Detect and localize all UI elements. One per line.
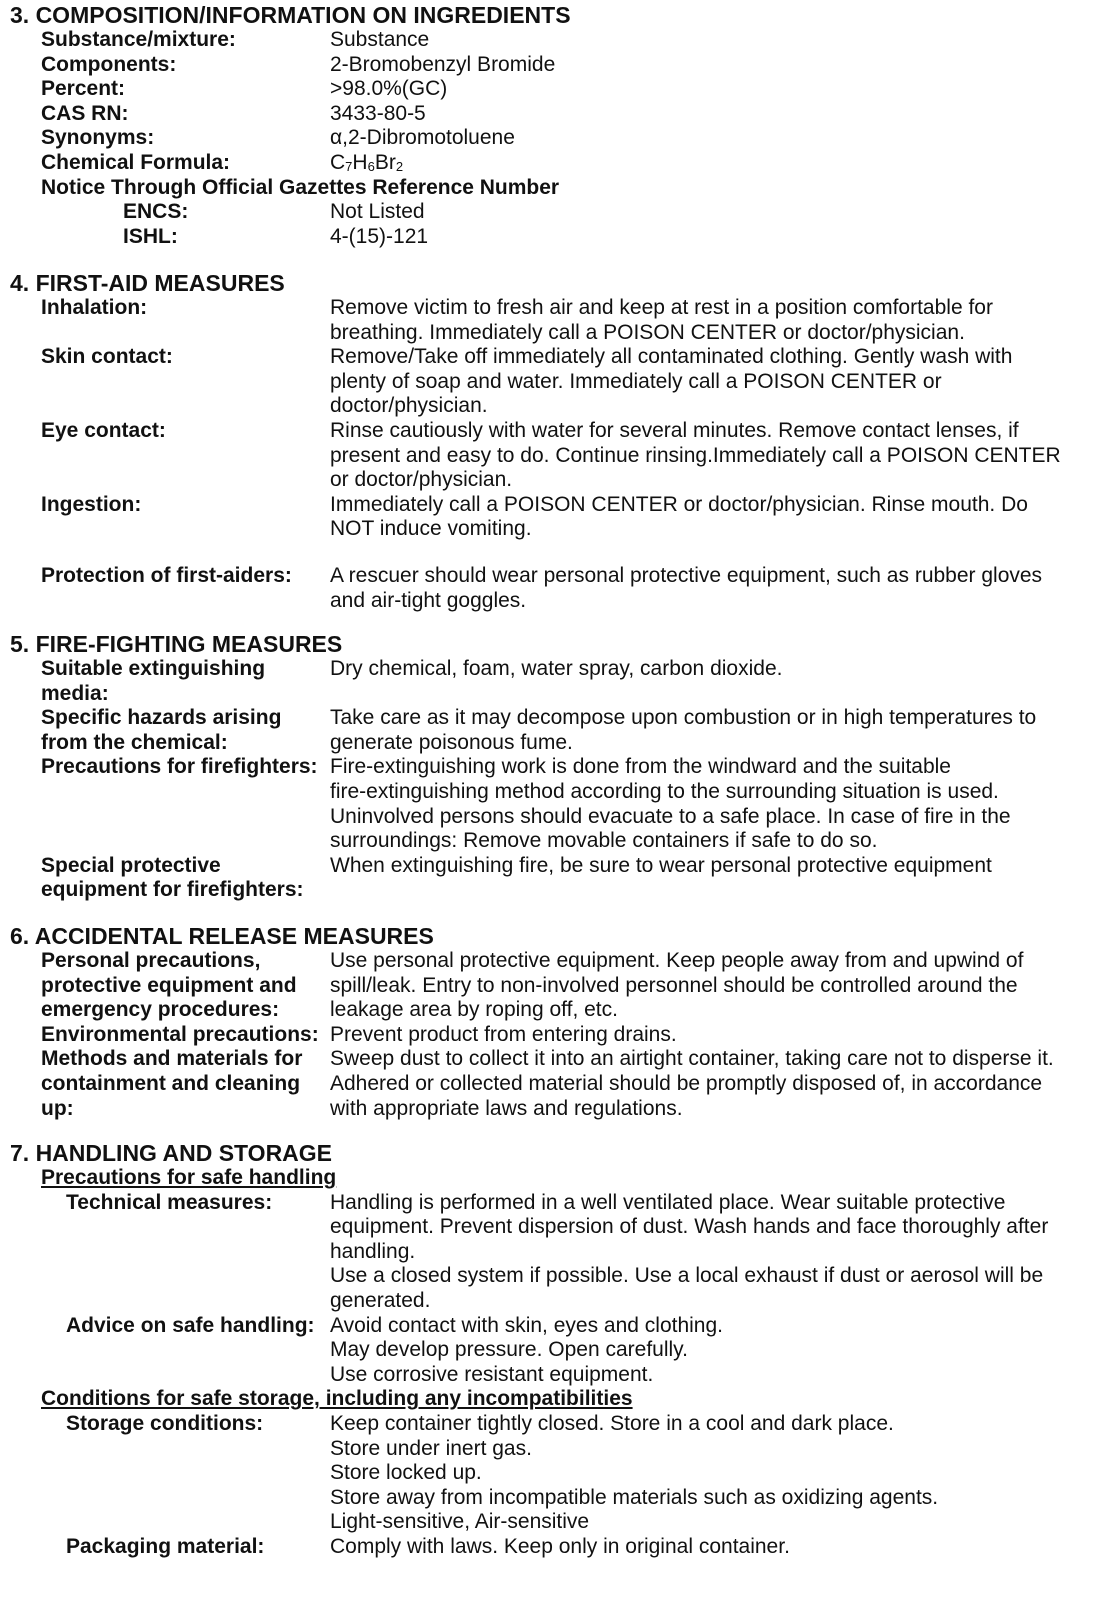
label: Chemical Formula: <box>41 150 231 174</box>
row-hazards: Specific hazards arising from the chemical: Take care as it may decompose upon combustion or in high temperatures to generate poisonous fume. <box>41 706 1037 754</box>
row-percent <box>10 77 571 102</box>
section-4 <box>10 271 1061 613</box>
value: Not Listed <box>330 200 425 224</box>
row-equipment: Special protective equipment for firefighters: When extinguishing fire, be sure to wear personal protective equipment <box>41 853 992 902</box>
section-7 <box>10 1141 1048 1560</box>
row-protection: Protection of first-aiders: A rescuer should wear personal protective equipment, such as rubber gloves and air-tight goggles. <box>41 563 1043 612</box>
label: Components: <box>41 52 177 76</box>
row-synonyms <box>10 126 571 151</box>
value: 2-Bromobenzyl Bromide <box>330 52 556 76</box>
value: >98.0%(GC) <box>330 77 448 101</box>
row-precautions: Precautions for firefighters: Fire-extinguishing work is done from the windward and the suitable fire-extinguishing method according to the surrounding situation is used. Uninvolved persons should evacuate to a safe place. In case of fire in the surroundings: Remove movable containers if safe to do so. <box>41 755 1011 853</box>
row-advice: Advice on safe handling: Avoid contact with skin, eyes and clothing. May develop pressure. Open carefully. Use corrosive resistant equipment. <box>66 1313 724 1386</box>
row-inhalation: Inhalation: Remove victim to fresh air and keep at rest in a position comfortable for breathing. Immediately call a POISON CENTER or doctor/physician. <box>41 296 993 344</box>
row-encs <box>10 200 571 225</box>
section-7-title: 7. HANDLING AND STORAGE <box>10 1140 333 1166</box>
row-substance <box>10 28 571 53</box>
label: ISHL: <box>123 224 178 248</box>
storage-subheading: Conditions for safe storage, including any incompatibilities <box>41 1387 633 1411</box>
row-personal: Personal precautions, protective equipment and emergency procedures: Use personal protective equipment. Keep people away from and upwind of spill/leak. Entry to non-involved personnel should be controlled around the leakage area by roping off, etc. <box>41 949 1024 1022</box>
handling-subheading: Precautions for safe handling <box>41 1166 337 1189</box>
row-components <box>10 53 571 78</box>
label: Percent: <box>41 77 126 101</box>
chemical-formula: $C_7H_6Br_2$ <box>330 150 404 174</box>
row-packaging: Packaging material: Comply with laws. Keep only in original container. <box>66 1534 790 1558</box>
value: 4-(15)-121 <box>330 224 429 248</box>
row-media: Suitable extinguishing media: Dry chemical, foam, water spray, carbon dioxide. <box>41 657 783 705</box>
label: CAS RN: <box>41 101 129 125</box>
value: 3433-80-5 <box>330 101 426 125</box>
row-environmental: Environmental precautions: Prevent product from entering drains. <box>41 1022 677 1046</box>
section-5-title: 5. FIRE-FIGHTING MEASURES <box>10 631 343 657</box>
row-ishl <box>10 225 571 250</box>
label: Synonyms: <box>41 126 155 150</box>
section-6 <box>10 924 1054 1121</box>
value: Substance <box>330 28 430 51</box>
section-3 <box>10 3 571 249</box>
section-6-title: 6. ACCIDENTAL RELEASE MEASURES <box>10 923 434 949</box>
row-cas <box>10 102 571 127</box>
section-4-title: 4. FIRST-AID MEASURES <box>10 270 285 296</box>
row-skin-contact: Skin contact: Remove/Take off immediately all contaminated clothing. Gently wash with plenty of soap and water. Immediately call a POISON CENTER or doctor/physician. <box>41 345 1013 418</box>
value: α,2-Dibromotoluene <box>330 126 515 150</box>
section-3-title: 3. COMPOSITION/INFORMATION ON INGREDIENTS <box>10 2 571 28</box>
row-eye-contact: Eye contact: Rinse cautiously with water for several minutes. Remove contact lenses, if present and easy to do. Continue rinsing.Immediately call a POISON CENTER or doctor/physician. <box>41 418 1061 492</box>
row-storage: Storage conditions: Keep container tightly closed. Store in a cool and dark place. Store under inert gas. Store locked up. Store away from incompatible materials such as oxidizing agents. Light-sensitive, Air-sensitive <box>66 1411 939 1534</box>
row-ingestion: Ingestion: Immediately call a POISON CENTER or doctor/physician. Rinse mouth. Do NOT induce vomiting. <box>41 492 1028 541</box>
label: ENCS: <box>123 200 189 224</box>
row-formula <box>10 151 571 176</box>
section-5 <box>10 632 1036 903</box>
row-technical: Technical measures: Handling is performed in a well ventilated place. Wear suitable protective equipment. Prevent dispersion of dust. Wash hands and face thoroughly after handling. Use a closed system if possible. Use a local exhaust if dust or aerosol will be generated. <box>66 1190 1049 1312</box>
row-methods: Methods and materials for containment and cleaning up: Sweep dust to collect it into an airtight container, taking care not to disperse it. Adhered or collected material should be promptly disposed of, in accordance with appropriate laws and regulations. <box>41 1047 1054 1120</box>
label: Substance/mixture: <box>41 28 236 51</box>
notice-heading: Notice Through Official Gazettes Reference Number <box>41 175 560 199</box>
